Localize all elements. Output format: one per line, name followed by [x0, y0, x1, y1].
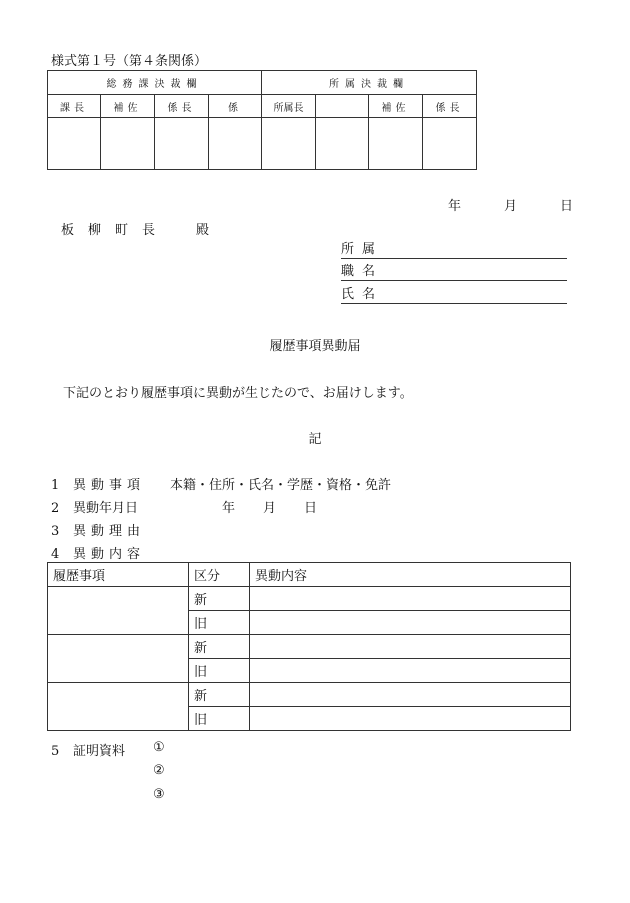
change-month-label: 月: [263, 501, 277, 516]
item-label: 異動内容: [73, 547, 146, 562]
old-label: 旧: [189, 707, 250, 731]
item-number: 3: [51, 524, 60, 539]
affiliation-label: 所属: [341, 242, 384, 257]
submission-date[interactable]: [448, 195, 573, 214]
content-cell[interactable]: [250, 659, 571, 683]
month-label: 月: [504, 199, 518, 214]
year-label: 年: [448, 199, 462, 214]
item-change-content: [51, 543, 145, 562]
role-section-chief: 課長: [48, 95, 101, 118]
change-details-table: [47, 562, 571, 731]
header-content: 異動内容: [250, 563, 571, 587]
body-text: 下記のとおり履歴事項に異動が生じたので、お届けします。: [63, 386, 413, 401]
stamp-cell[interactable]: [101, 118, 155, 170]
item-change-type: [51, 474, 391, 493]
item-number: 4: [51, 547, 60, 562]
role-dept-subsection-chief: 係長: [423, 95, 477, 118]
old-label: 旧: [189, 611, 250, 635]
item-proof-documents: [51, 740, 125, 759]
day-label: 日: [560, 199, 574, 214]
role-dept-head: 所属長: [262, 95, 316, 118]
role-blank: [316, 95, 369, 118]
addressee: 板柳町長 殿: [61, 223, 224, 238]
role-dept-assistant: 補佐: [369, 95, 423, 118]
proof-mark-3[interactable]: ③: [153, 787, 165, 802]
document-title: 履歴事項異動届: [269, 339, 361, 354]
role-staff: 係: [209, 95, 262, 118]
name-field[interactable]: [341, 288, 567, 304]
change-type-options[interactable]: 本籍・住所・氏名・学歴・資格・免許: [170, 478, 392, 493]
change-day-label: 日: [304, 501, 318, 516]
position-field[interactable]: [341, 265, 567, 281]
department-approval-header: 所属決裁欄: [262, 71, 477, 95]
stamp-cell[interactable]: [423, 118, 477, 170]
header-category: 区分: [189, 563, 250, 587]
stamp-cell[interactable]: [155, 118, 209, 170]
content-cell[interactable]: [250, 683, 571, 707]
ki-heading: 記: [308, 432, 322, 447]
item-label: 異動理由: [73, 524, 146, 539]
history-item-cell[interactable]: [48, 683, 189, 731]
stamp-cell[interactable]: [48, 118, 101, 170]
stamp-cell[interactable]: [316, 118, 369, 170]
approval-stamp-table: [47, 70, 477, 170]
new-label: 新: [189, 587, 250, 611]
item-change-date: [51, 497, 317, 516]
stamp-cell[interactable]: [262, 118, 316, 170]
change-year-label: 年: [222, 501, 236, 516]
content-cell[interactable]: [250, 635, 571, 659]
position-label: 職名: [341, 264, 384, 279]
history-item-cell[interactable]: [48, 587, 189, 635]
old-label: 旧: [189, 659, 250, 683]
item-change-reason: [51, 520, 145, 539]
new-label: 新: [189, 683, 250, 707]
header-history-item: 履歴事項: [48, 563, 189, 587]
content-cell[interactable]: [250, 611, 571, 635]
item-number: 5: [51, 744, 60, 759]
proof-mark-2[interactable]: ②: [153, 763, 165, 778]
name-label: 氏名: [341, 287, 384, 302]
history-item-cell[interactable]: [48, 635, 189, 683]
stamp-cell[interactable]: [369, 118, 423, 170]
item-number: 2: [51, 501, 60, 516]
form-number: 様式第１号（第４条関係）: [51, 54, 208, 69]
proof-mark-1[interactable]: ①: [153, 740, 165, 755]
content-cell[interactable]: [250, 707, 571, 731]
role-assistant: 補佐: [101, 95, 155, 118]
item-label: 証明資料: [73, 744, 126, 759]
affiliation-field[interactable]: [341, 243, 567, 259]
item-label: 異動年月日: [73, 501, 139, 516]
general-affairs-approval-header: 総務課決裁欄: [48, 71, 262, 95]
content-cell[interactable]: [250, 587, 571, 611]
stamp-cell[interactable]: [209, 118, 262, 170]
item-label: 異動事項: [73, 478, 146, 493]
role-subsection-chief: 係長: [155, 95, 209, 118]
item-number: 1: [51, 478, 60, 493]
new-label: 新: [189, 635, 250, 659]
